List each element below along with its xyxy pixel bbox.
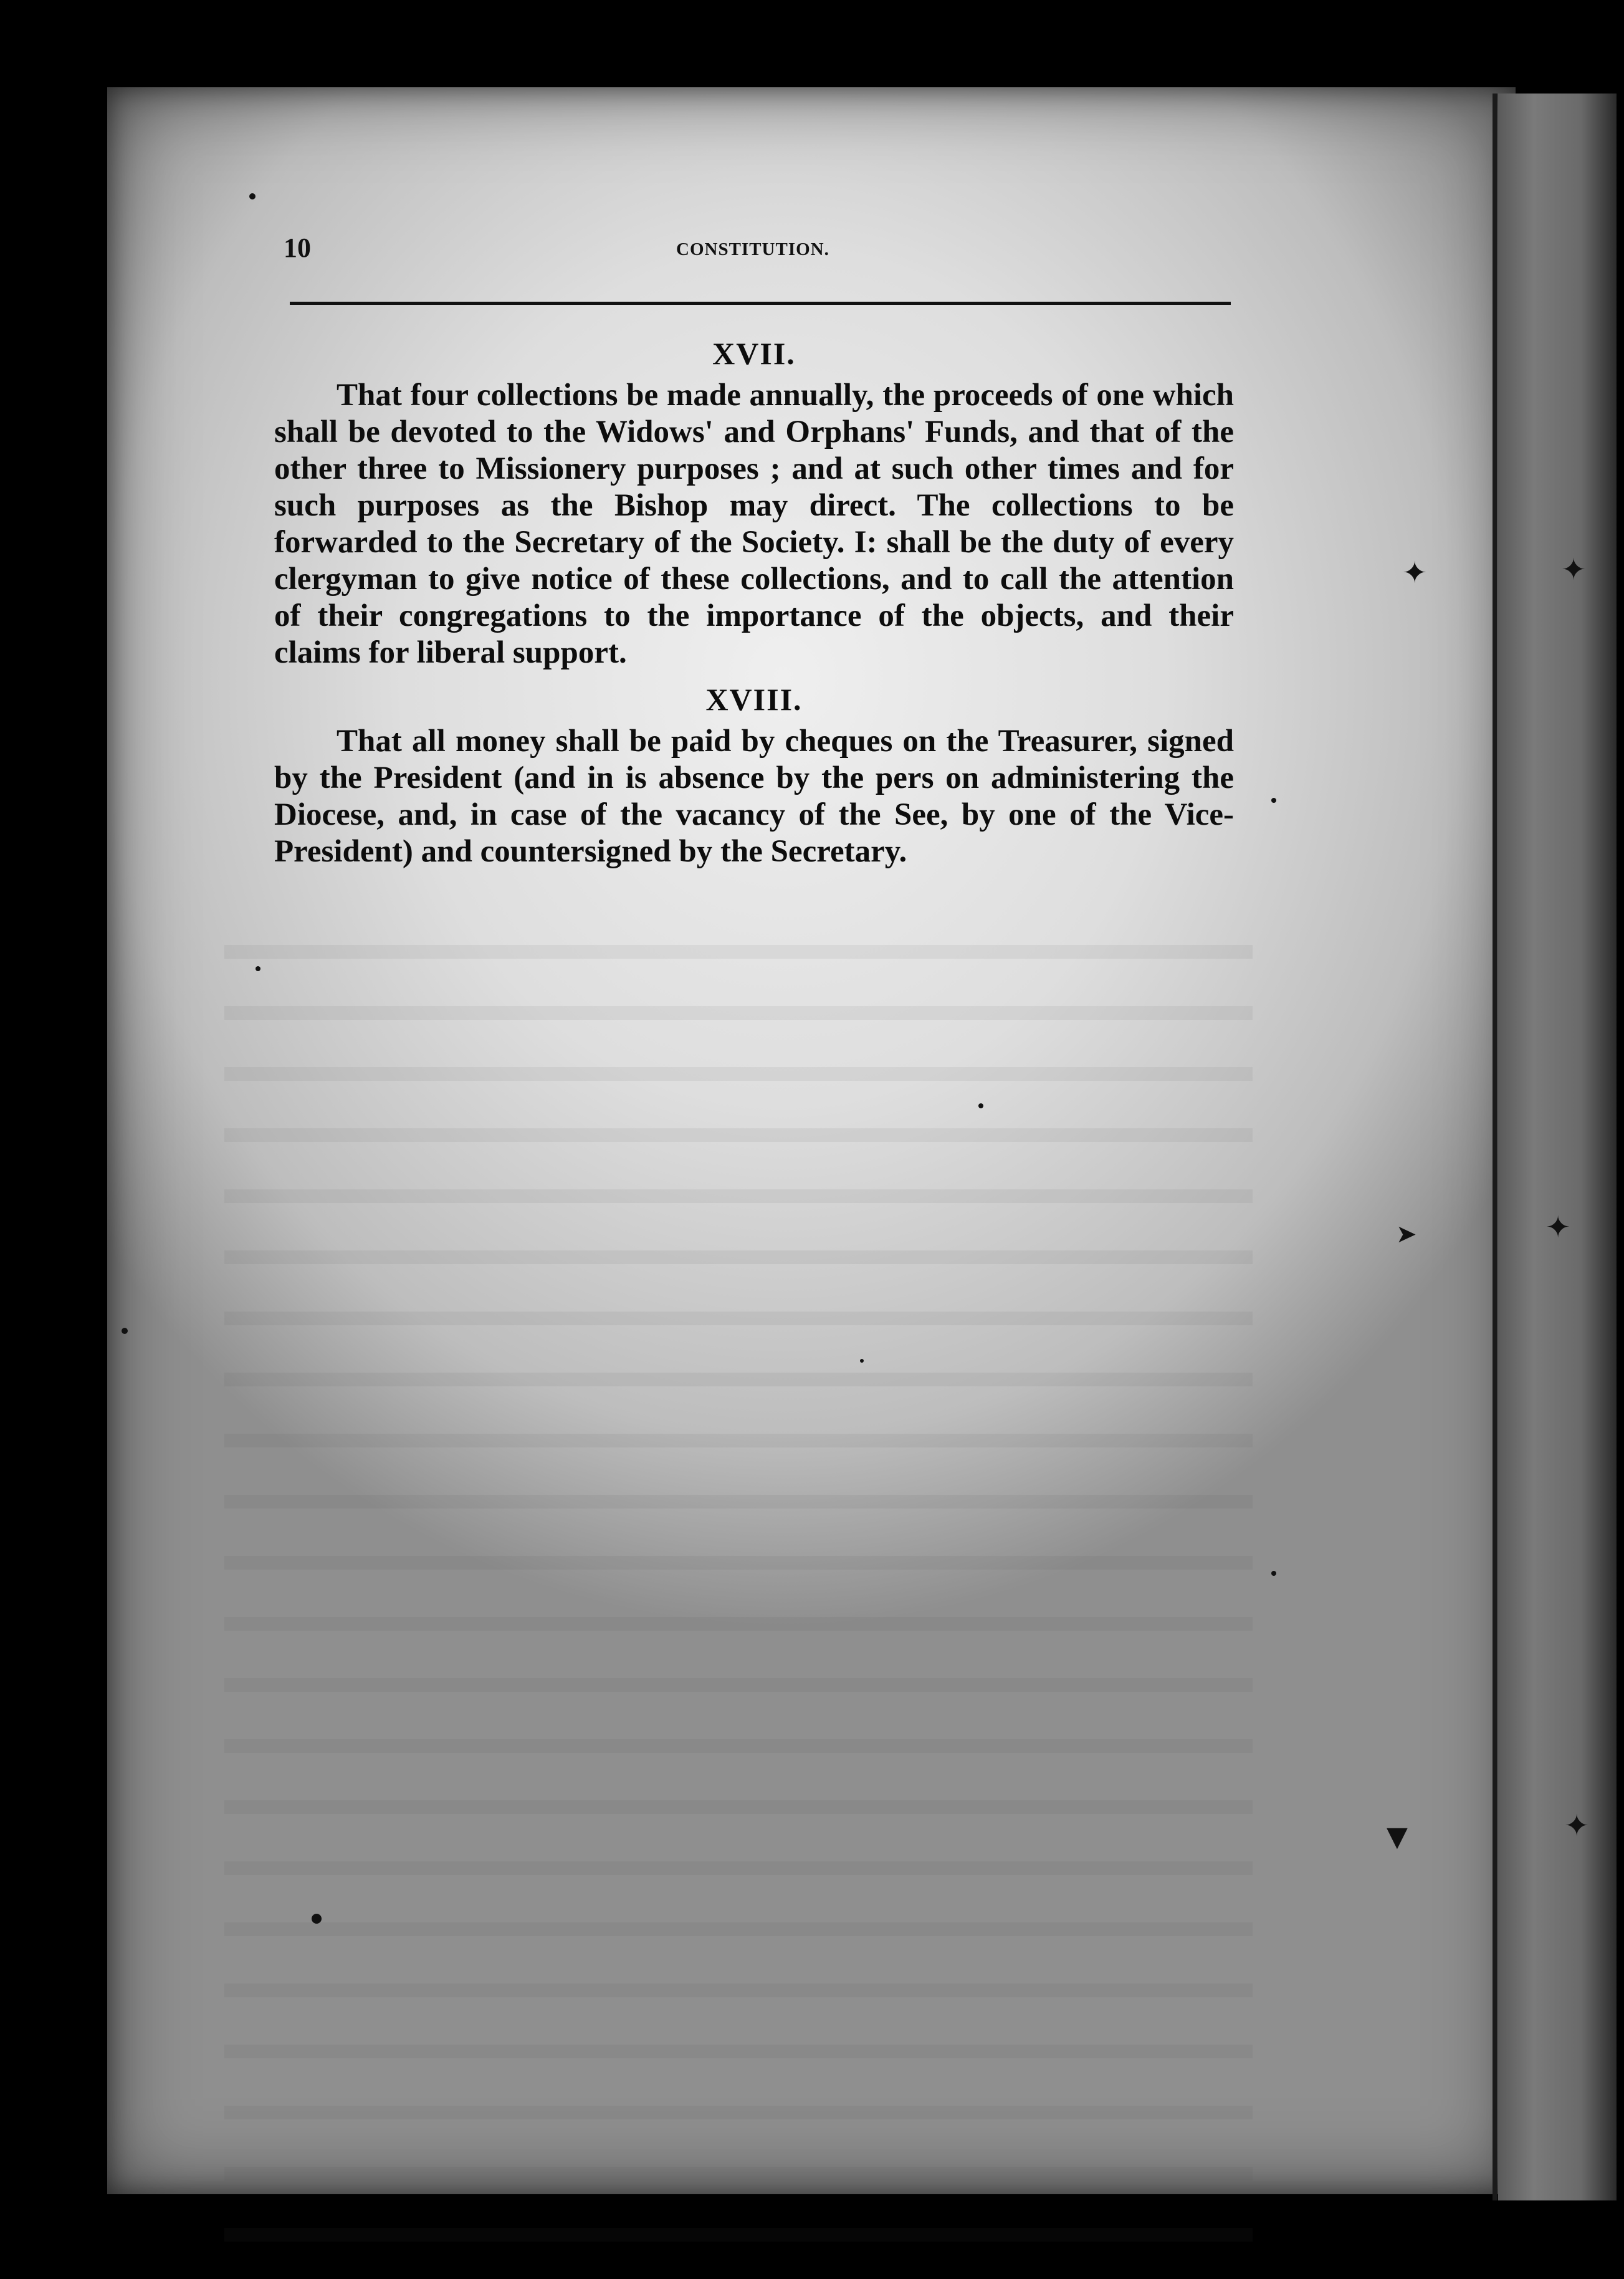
film-defect-mark: ✦	[1402, 555, 1428, 590]
adjacent-page-strip	[1498, 94, 1617, 2200]
header-rule	[290, 302, 1231, 305]
bleed-through-texture	[224, 910, 1253, 1982]
film-defect-mark: ✦	[1545, 1210, 1571, 1245]
film-speck	[256, 966, 260, 971]
section-title-xviii: XVIII.	[705, 682, 803, 717]
film-speck	[312, 1914, 322, 1924]
section-title-xvii: XVII.	[712, 336, 796, 371]
page-edge	[1493, 94, 1497, 2200]
page-number: 10	[284, 233, 311, 263]
film-defect-mark: ➤	[1396, 1220, 1417, 1249]
section-text-xviii: That all money shall be paid by cheques on the Treasurer, signed by the President (and in is absence by the pers on administering the Diocese, and, in case of the vacancy of the See, by one of the Vice-President) and countersigned by the Secretary.	[274, 724, 1234, 869]
page-header	[284, 232, 1231, 269]
film-speck	[1271, 1571, 1276, 1576]
film-defect-mark: ✦	[1561, 552, 1587, 587]
film-defect-mark: ▼	[1387, 1821, 1408, 1853]
film-speck	[249, 193, 256, 199]
film-speck	[1271, 798, 1276, 803]
film-speck	[122, 1328, 128, 1334]
running-head: CONSTITUTION.	[676, 239, 829, 259]
section-text-xvii: That four collections be made annually, the proceeds of one which shall be devoted to the Widows' and Orphans' Funds, and that of the other three to Missionery purposes ; and at such other times and for such purposes as the Bishop may direct. The collections to be forwarded to the Secretary of the Society. I: shall be the duty of every clergyman to give notice of these collections, and to call the attention of their congregations to the importance of the objects, and their claims for liberal support.	[274, 378, 1234, 670]
film-speck	[978, 1103, 983, 1108]
film-defect-mark: ✦	[1564, 1808, 1590, 1843]
page-body	[274, 330, 1234, 870]
film-speck	[860, 1359, 864, 1363]
